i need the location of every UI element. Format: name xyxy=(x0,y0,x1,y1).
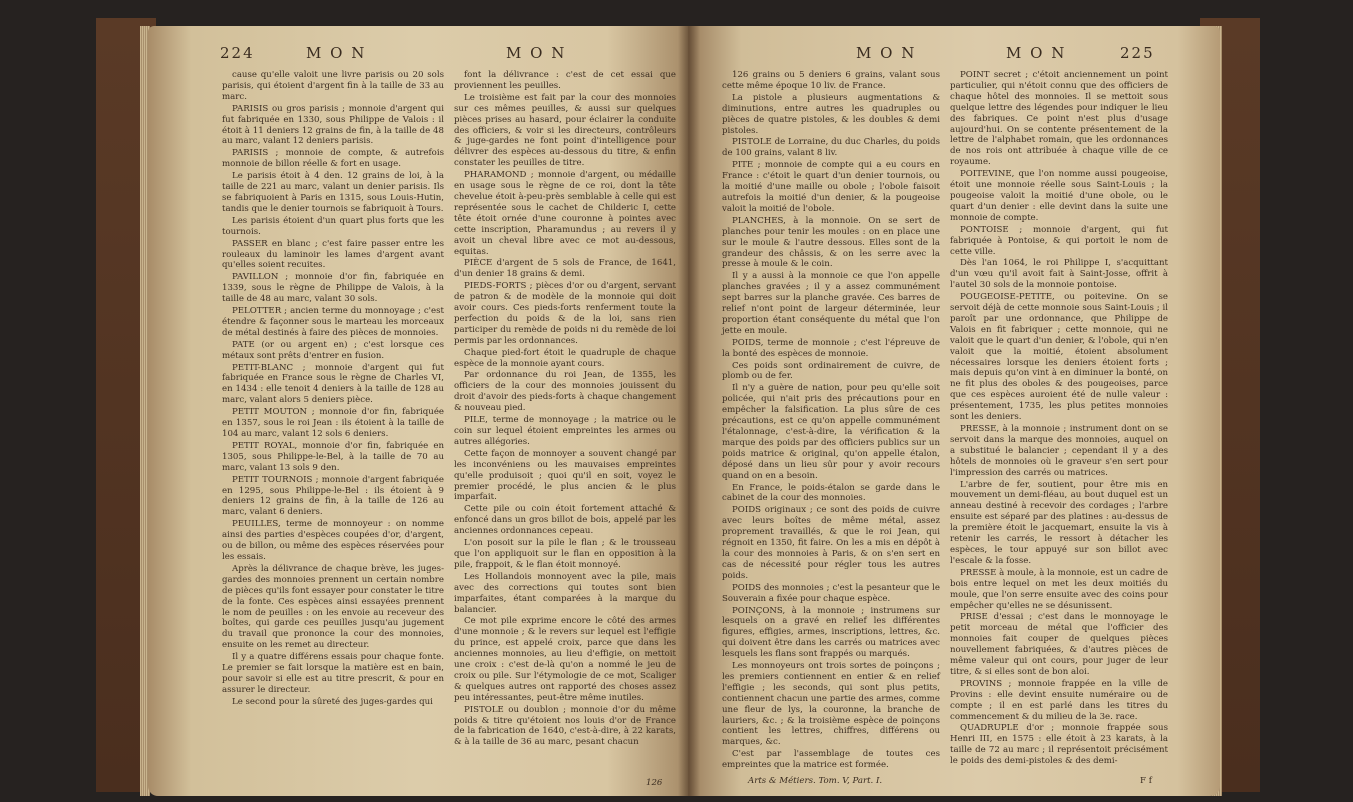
paragraph: Chaque pied-fort étoit le quadruple de chaque espèce de la monnoie ayant cours. xyxy=(454,347,676,369)
paragraph: QUADRUPLE d'or ; monnoie frappée sous Henri III, en 1575 : elle étoit à 23 karats, à la taille de 72 au marc ; il représentoit précisément le poids des demi-pistoles & des demi- xyxy=(950,723,1168,767)
paragraph: POIDS originaux ; ce sont des poids de cuivre avec leurs boîtes de même métal, assez proprement travaillés, & que le roi Jean, qui régnoit en 1350, fit faire. On les a mis en dépôt à la cour des monnoies à Paris, & on s'en sert en cas de nécessité pour régler tous les autres poids. xyxy=(722,505,940,581)
paragraph: PRISE d'essai ; c'est dans le monnoyage le petit morceau de métal que l'officier des monnoies fait couper de quelques pièces nouvellement fabriquées, & d'autres pièces de même valeur qui ont cours, pour juger de leur titre, & si elles sont de bon aloi. xyxy=(950,612,1168,677)
paragraph: font la délivrance : c'est de cet essai que proviennent les peuilles. xyxy=(454,70,676,91)
paragraph: PISTOLE de Lorraine, du duc Charles, du poids de 100 grains, valant 8 liv. xyxy=(722,137,940,159)
paragraph: PLANCHES, à la monnoie. On se sert de planches pour tenir les moules : on en place une sur le moule & l'autre dessous. Elles sont de la grandeur des châssis, & on les serre avec la presse à moule & le coin. xyxy=(722,215,940,270)
paragraph: Les Hollandois monnoyent avec la pile, mais avec des corrections qui toutes sont bien imparfaites, étant comparées à la marque du balancier. xyxy=(454,571,676,615)
left-header-left: M O N xyxy=(306,44,367,62)
paragraph: PEUILLES, terme de monnoyeur : on nomme ainsi des parties d'espèces coupées d'or, d'argent, ou de billon, ou même des espèces réservées pour les essais. xyxy=(222,519,444,562)
paragraph: PASSER en blanc ; c'est faire passer entre les rouleaux du laminoir les lames d'argent avant qu'elles soient recuites. xyxy=(222,238,444,271)
paragraph: PONTOISE ; monnoie d'argent, qui fut fabriquée à Pontoise, & qui portoit le nom de cette ville. xyxy=(950,224,1168,257)
paragraph: Dès l'an 1064, le roi Philippe I, s'acquittant d'un vœu qu'il avoit fait à Saint-Josse, offrit à l'autel 30 sols de la monnoie pontoise. xyxy=(950,258,1168,291)
paragraph: Le parisis étoit à 4 den. 12 grains de loi, à la taille de 221 au marc, valant un denier parisis. Ils se fabriquoient à Paris en 1315, sous Louis-Hutin, tandis que le denier tournois se fabriquoit à Tours. xyxy=(222,171,444,214)
paragraph: POITEVINE, que l'on nomme aussi pougeoise, étoit une monnoie réelle sous Saint-Louis ; la pougeoise valoit la moitié d'une obole, ou le quart d'un denier : elle devint dans la suite une monnoie de compte. xyxy=(950,169,1168,223)
right-page-column-2 xyxy=(950,70,1168,767)
right-page-number: 225 xyxy=(1120,44,1155,62)
paragraph: Cette façon de monnoyer a souvent changé par les inconvéniens ou les mauvaises empreintes qu'elle produisoit ; quoi qu'il en soit, voyez le premier procédé, le plus ancien & le plus imparfait. xyxy=(454,448,676,503)
paragraph: PETIT ROYAL, monnoie d'or fin, fabriquée en 1305, sous Philippe-le-Bel, à la taille de 70 au marc, valant 13 sols 9 den. xyxy=(222,440,444,473)
right-header-right: M O N xyxy=(1006,44,1067,62)
paragraph: Il n'y a guère de nation, pour peu qu'elle soit policée, qui n'ait pris des précautions pour en empêcher la falsification. La plus sûre de ces précautions, est ce qu'on appelle communément l'étalonnage, c'est-à-dire, la vérification & la marque des poids par des officiers publics sur un poids matrice & original, qu'on appelle étalon, déposé dans un lieu sûr pour y avoir recours quand on en a besoin. xyxy=(722,383,940,481)
paragraph: Les monnoyeurs ont trois sortes de poinçons ; les premiers contiennent en entier & en relief l'effigie ; les seconds, qui sont plus petits, contiennent chacun une partie des armes, comme une fleur de lys, la couronne, la branche de lauriers, &c. ; & la troisième espèce de poinçons contient les lettres, chiffres, différens ou marques, &c. xyxy=(722,661,940,748)
right-footer-title: Arts & Métiers. Tom. V, Part. I. xyxy=(748,776,883,786)
paragraph: POINÇONS, à la monnoie ; instrumens sur lesquels on a gravé en relief les différentes figures, effigies, armes, inscriptions, lettres, &c. qui doivent être dans les carrés ou matrices avec lesquels les flans sont frappés ou marqués. xyxy=(722,605,940,660)
paragraph: PRESSE, à la monnoie ; instrument dont on se servoit dans la marque des monnoies, auquel on a substitué le balancier ; cependant il y a des hôtels de monnoies où le graveur s'en sert pour l'impression des carrés ou matrices. xyxy=(950,424,1168,478)
paragraph: Le second pour la sûreté des juges-gardes qui xyxy=(232,696,433,707)
paragraph: PIEDS-FORTS ; pièces d'or ou d'argent, servant de patron & de modèle de la monnoie qui doit avoir cours. Ces pieds-forts renferment toute la perfection du poids & de la loi, sans rien participer du remède de poids ni du remède de loi permis par les ordonnances. xyxy=(454,281,676,346)
paragraph: Après la délivrance de chaque brève, les juges-gardes des monnoies prennent un certain nombre de pièces qu'ils font essayer pour constater le titre de la fonte. Ces espèces ainsi essayées prennent le nom de peuilles : on les envoie au receveur des boîtes, qui garde ces peuilles jusqu'au jugement du travail que prononce la cour des monnoies, ensuite on les remet au directeur. xyxy=(222,563,444,651)
paragraph: PETIT MOUTON ; monnoie d'or fin, fabriquée en 1357, sous le roi Jean : ils étoient à la taille de 104 au marc, valant 12 sols 6 deniers. xyxy=(222,407,444,439)
paragraph: PAVILLON ; monnoie d'or fin, fabriquée en 1339, sous le règne de Philippe de Valois, à la taille de 48 au marc, valant 30 sols. xyxy=(222,272,444,305)
paragraph: PILE, terme de monnoyage ; la matrice ou le coin sur lequel étoient empreintes les armes ou autres allégories. xyxy=(454,415,676,447)
paragraph: Cette pile ou coin étoit fortement attaché & enfoncé dans un gros billot de bois, appelé par les anciennes ordonnances cepeau. xyxy=(454,504,676,537)
paragraph: PRESSE à moule, à la monnoie, est un cadre de bois entre lequel on met les deux moitiés du moule, que l'on serre ensuite avec des coins pour empêcher qu'elles ne se désunissent. xyxy=(950,567,1168,611)
paragraph: POINT secret ; c'étoit anciennement un point particulier, qui n'étoit connu que des officiers de chaque hôtel des monnoies. Il se mettoit sous quelque lettre des légendes pour indiquer le lieu des fabriques. Ce point n'est plus d'usage aujourd'hui. On se contente présentement de la lettre de l'alphabet romain, que les ordonnances de nos rois ont attribuée à chaque ville de ce royaume. xyxy=(950,70,1168,168)
paragraph: Il y a quatre différens essais pour chaque fonte. Le premier se fait lorsque la matière est en bain, pour savoir si elle est au titre prescrit, & pour en assurer le directeur. xyxy=(222,652,444,695)
paragraph: C'est par l'assemblage de toutes ces empreintes que la matrice est formée. xyxy=(722,749,940,771)
paragraph: PARISIS ; monnoie de compte, & autrefois monnoie de billon réelle & fort en usage. xyxy=(222,148,444,170)
paragraph: PETIT TOURNOIS ; monnoie d'argent fabriquée en 1295, sous Philippe-le-Bel : ils étoient à 9 deniers 12 grains de fin, à la taille de 126 au marc, valant 6 deniers. xyxy=(222,474,444,518)
book-gutter xyxy=(678,26,700,796)
paragraph: 126 grains ou 5 deniers 6 grains, valant sous cette même époque 10 liv. de France. xyxy=(722,70,940,91)
paragraph: POIDS des monnoies ; c'est la pesanteur que le Souverain a fixée pour chaque espèce. xyxy=(722,582,940,604)
paragraph: PISTOLE ou doublon ; monnoie d'or du même poids & titre qu'étoient nos louis d'or de France de la fabrication de 1640, c'est-à-dire, à 22 karats, & à la taille de 36 au marc, pesant chacun xyxy=(454,704,676,748)
left-page-column-1 xyxy=(222,70,444,708)
paragraph: Le troisième est fait par la cour des monnoies sur ces mêmes peuilles, & aussi sur quelques pièces prises au hasard, pour éclairer la conduite des officiers, & voir si les directeurs, contrôleurs & juge-gardes ne font point d'intelligence pour délivrer des espèces au-dessous du titre, & enfin constater les peuilles de titre. xyxy=(454,92,676,169)
paragraph: L'arbre de fer, soutient, pour être mis en mouvement un demi-fléau, au bout duquel est un anneau destiné à recevoir des cordages ; l'arbre ensuite est séparé par des platines : au-dessus de la première étoit le jacquemart, ensuite la vis à retenir les carrés, le ressort à détacher les espèces, le tour appuyé sur son billot avec l'escale & la fosse. xyxy=(950,479,1168,566)
paragraph: Ce mot pile exprime encore le côté des armes d'une monnoie ; & le revers sur lequel est l'effigie du prince, est appelé croix, parce que dans les anciennes monnoies, au lieu d'effigie, on mettoit une croix : c'est de-là qu'on a nommé le jeu de croix ou pile. Sur l'étymologie de ce mot, Scaliger & quelques autres ont rapporté des choses assez peu intéressantes, peut-être même inutiles. xyxy=(454,616,676,703)
paragraph: cause qu'elle valoit une livre parisis ou 20 sols parisis, qui étoient d'argent fin à la taille de 33 au marc. xyxy=(222,70,444,102)
paragraph: PELOTTER ; ancien terme du monnoyage ; c'est étendre & façonner sous le marteau les morceaux de métal destinés à faire des pièces de monnoies. xyxy=(222,306,444,338)
paragraph: PATE (or ou argent en) ; c'est lorsque ces métaux sont prêts d'entrer en fusion. xyxy=(222,339,444,361)
paragraph: PHARAMOND ; monnoie d'argent, ou médaille en usage sous le règne de ce roi, dont la tête chevelue étoit à-peu-près semblable à celle qui est représentée sous le cachet de Childeric I, cette tête étoit ornée d'une couronne à pointes avec cette inscription, Pharamundus ; au revers il y avoit un cheval libre avec ce mot au-dessous, equitas. xyxy=(454,170,676,257)
paragraph: L'on posoit sur la pile le flan ; & le trousseau que l'on appliquoit sur le flan en opposition à la pile, frappoit, & le flan étoit monnoyé. xyxy=(454,538,676,570)
paragraph: Il y a aussi à la monnoie ce que l'on appelle planches gravées ; il y a assez communément sept barres sur la planche gravée. Ces barres de relief n'ont point de largeur déterminée, leur proportion étant conséquente du métal que l'on jette en moule. xyxy=(722,271,940,336)
paragraph: POUGEOISE-PETITE, ou poitevine. On se servoit déjà de cette monnoie sous Saint-Louis ; il paroît par une ordonnance, que Philippe de Valois en fit fabriquer ; cette monnoie, qui ne valoit que le quart d'un denier, & l'obole, qui n'en valoit que la moitié, étoient absolument nécessaires lorsque les deniers étoient forts ; mais depuis qu'on vint à en diminuer la bonté, on ne fit plus des oboles & des pougeoises, parce que ces espèces auroient été de nulle valeur : présentement, 1735, les plus petites monnoies sont les deniers. xyxy=(950,292,1168,423)
left-page-number: 224 xyxy=(220,44,255,62)
paragraph: Les parisis étoient d'un quart plus forts que les tournois. xyxy=(222,215,444,237)
left-page-column-2 xyxy=(454,70,676,748)
paragraph: PARISIS ou gros parisis ; monnoie d'argent qui fut fabriquée en 1330, sous Philippe de Valois : il étoit à 11 deniers 12 grains de fin, à la taille de 48 au marc, valant 12 deniers parisis. xyxy=(222,103,444,147)
paragraph: La pistole a plusieurs augmentations & diminutions, entre autres les quadruples ou pièces de quatre pistoles, & les doubles & demi pistoles. xyxy=(722,92,940,136)
paragraph: PETIT-BLANC ; monnoie d'argent qui fut fabriquée en France sous le règne de Charles VI, en 1434 : elle tenoit 4 deniers à la taille de 128 au marc, valant alors 5 deniers pièce. xyxy=(222,362,444,406)
right-page xyxy=(688,26,1220,796)
left-page xyxy=(148,26,688,796)
left-header-right: M O N xyxy=(506,44,567,62)
paragraph: PIÈCE d'argent de 5 sols de France, de 1641, d'un denier 18 grains & demi. xyxy=(454,258,676,280)
paragraph: POIDS, terme de monnoie ; c'est l'épreuve de la bonté des espèces de monnoie. xyxy=(722,337,940,359)
paragraph: Ces poids sont ordinairement de cuivre, de plomb ou de fer. xyxy=(722,360,940,382)
left-catchword: 126 xyxy=(646,778,663,788)
paragraph: Par ordonnance du roi Jean, de 1355, les officiers de la cour des monnoies jouissent du droit d'avoir des pieds-forts à chaque changement & nouveau pied. xyxy=(454,370,676,414)
paragraph: En France, le poids-étalon se garde dans le cabinet de la cour des monnoies. xyxy=(722,482,940,504)
right-header-left: M O N xyxy=(856,44,917,62)
paragraph: PITE ; monnoie de compte qui a eu cours en France : c'étoit le quart d'un denier tournois, ou la moitié d'une maille ou obole ; l'obole faisoit autrefois la moitié d'un denier, & la pougeoise valoit la moitié de l'obole. xyxy=(722,160,940,214)
paragraph: PROVINS ; monnoie frappée en la ville de Provins : elle devint ensuite numéraire ou de compte ; il en est parlé dans les titres du commencement & du milieu de la 3e. race. xyxy=(950,678,1168,722)
right-page-column-1 xyxy=(722,70,940,771)
right-signature: F f xyxy=(1140,776,1152,786)
